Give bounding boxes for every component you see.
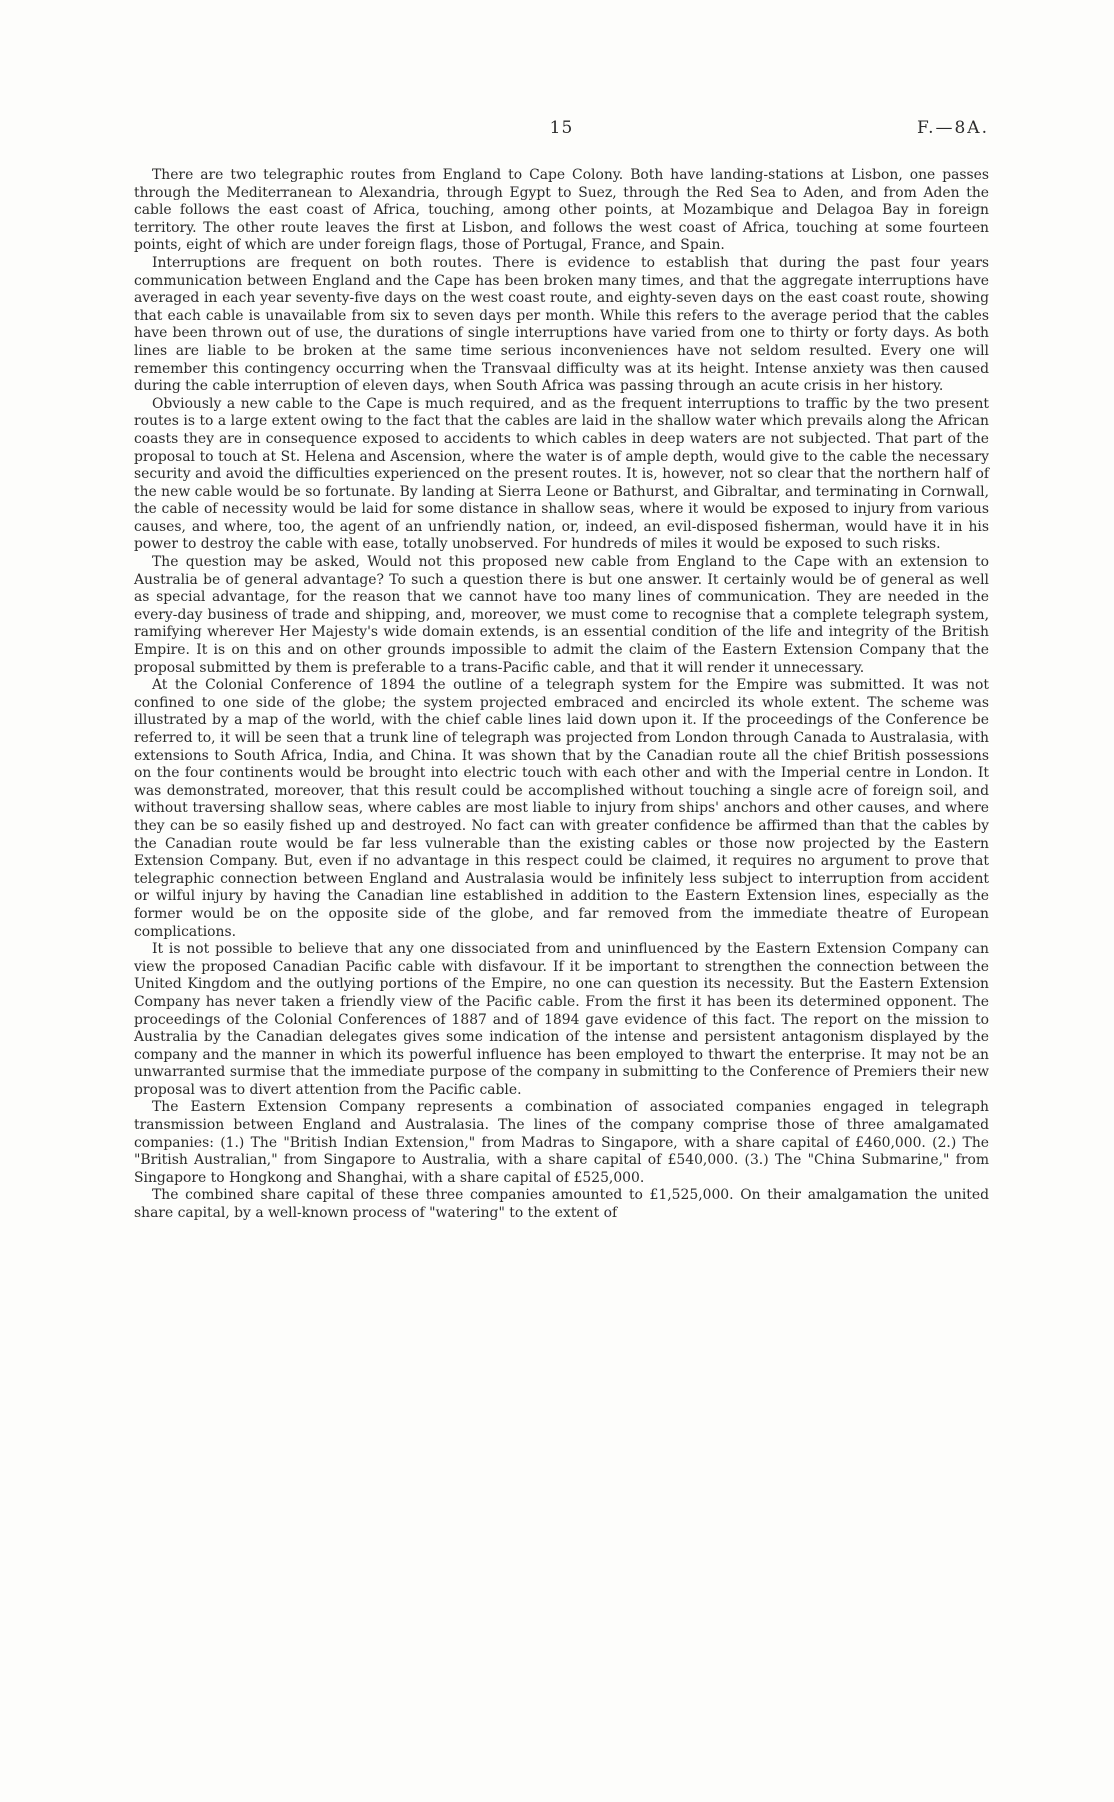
- paragraph-new-cable-needed: Obviously a new cable to the Cape is much required, and as the frequent interruptions to traffic by the two present routes is to a large extent owing to the fact that the cables are laid in the shallow water which prevails along the African coasts they are in consequence exposed to accidents to which cables in deep waters are not subjected. That part of the proposal to touch at St. Helena and Ascension, where the water is of ample depth, would give to the cable the necessary security and avoid the difficulties experienced on the present routes. It is, however, not so clear that the northern half of the new cable would be so fortunate. By landing at Sierra Leone or Bathurst, and Gibraltar, and terminating in Cornwall, the cable of necessity would be laid for some distance in shallow seas, where it would be exposed to injury from various causes, and where, too, the agent of an unfriendly nation, or, indeed, an evil-disposed fisherman, would have it in his power to destroy the cable with ease, totally unobserved. For hundreds of miles it would be exposed to such risks.: [134, 395, 989, 553]
- body-text: [134, 167, 989, 1223]
- paragraph-telegraph-routes: There are two telegraphic routes from England to Cape Colony. Both have landing-stations at Lisbon, one passes through the Mediterranean to Alexandria, through Egypt to Suez, through the Red Sea to Aden, and from Aden the cable follows the east coast of Africa, touching, among other points, at Mozambique and Delagoa Bay in foreign territory. The other route leaves the first at Lisbon, and follows the west coast of Africa, touching at some fourteen points, eight of which are under foreign flags, those of Portugal, France, and Spain.: [134, 167, 989, 254]
- paragraph-eastern-extension-opposition: It is not possible to believe that any one dissociated from and uninfluenced by the Eastern Extension Company can view the proposed Canadian Pacific cable with disfavour. If it be important to strengthen the connection between the United Kingdom and the outlying portions of the Empire, no one can question its necessity. But the Eastern Extension Company has never taken a friendly view of the Pacific cable. From the first it has been its determined opponent. The proceedings of the Colonial Conferences of 1887 and of 1894 gave evidence of this fact. The report on the mission to Australia by the Canadian delegates gives some indication of the intense and persistent antagonism displayed by the company and the manner in which its powerful influence has been employed to thwart the enterprise. It may not be an unwarranted surmise that the immediate purpose of the company in submitting to the Conference of Premiers their new proposal was to divert attention from the Pacific cable.: [134, 941, 989, 1098]
- document-reference: F.—8A.: [916, 118, 989, 138]
- page-header: [134, 118, 989, 142]
- paragraph-general-advantage: The question may be asked, Would not this proposed new cable from England to the Cape with an extension to Australia be of general advantage? To such a question there is but one answer. It certainly would be of general as well as special advantage, for the reason that we cannot have too many lines of communication. They are needed in the every-day business of trade and shipping, and, moreover, we must come to recognise that a complete telegraph system, ramifying wherever Her Majesty's wide domain extends, is an essential condition of the life and integrity of the British Empire. It is on this and on other grounds impossible to admit the claim of the Eastern Extension Company that the proposal submitted by them is preferable to a trans-Pacific cable, and that it will render it unnecessary.: [134, 554, 989, 676]
- paragraph-combined-capital: The combined share capital of these three companies amounted to £1,525,000. On their amalgamation the united share capital, by a well-known process of "watering" to the extent of: [134, 1187, 989, 1222]
- page-number: 15: [549, 118, 574, 138]
- paragraph-colonial-conference: At the Colonial Conference of 1894 the outline of a telegraph system for the Empire was submitted. It was not confined to one side of the globe; the system projected embraced and encircled its whole extent. The scheme was illustrated by a map of the world, with the chief cable lines laid down upon it. If the proceedings of the Conference be referred to, it will be seen that a trunk line of telegraph was projected from London through Canada to Australasia, with extensions to South Africa, India, and China. It was shown that by the Canadian route all the chief British possessions on the four continents would be brought into electric touch with each other and with the Imperial centre in London. It was demonstrated, moreover, that this result could be accomplished without touching a single acre of foreign soil, and without traversing shallow seas, where cables are most liable to injury from ships' anchors and other causes, and where they can be so easily fished up and destroyed. No fact can with greater confidence be affirmed than that the cables by the Canadian route would be far less vulnerable than the existing cables or those now projected by the Eastern Extension Company. But, even if no advantage in this respect could be claimed, it requires no argument to prove that telegraphic connection between England and Australasia would be infinitely less subject to interruption from accident or wilful injury by having the Canadian line established in addition to the Eastern Extension lines, especially as the former would be on the opposite side of the globe, and far removed from the immediate theatre of European complications.: [134, 677, 989, 940]
- paragraph-interruptions: Interruptions are frequent on both routes. There is evidence to establish that during the past four years communication between England and the Cape has been broken many times, and that the aggregate interruptions have averaged in each year seventy-five days on the west coast route, and eighty-seven days on the east coast route, showing that each cable is unavailable from six to seven days per month. While this refers to the average period that the cables have been thrown out of use, the durations of single interruptions have varied from one to thirty or forty days. As both lines are liable to be broken at the same time serious inconveniences have not seldom resulted. Every one will remember this contingency occurring when the Transvaal difficulty was at its height. Intense anxiety was then caused during the cable interruption of eleven days, when South Africa was passing through an acute crisis in her history.: [134, 254, 989, 395]
- paragraph-associated-companies: The Eastern Extension Company represents a combination of associated companies engaged in telegraph transmission between England and Australasia. The lines of the company comprise those of three amalgamated companies: (1.) The "British Indian Extension," from Madras to Singapore, with a share capital of £460,000. (2.) The "British Australian," from Singapore to Australia, with a share capital of £540,000. (3.) The "China Submarine," from Singapore to Hongkong and Shanghai, with a share capital of £525,000.: [134, 1099, 989, 1186]
